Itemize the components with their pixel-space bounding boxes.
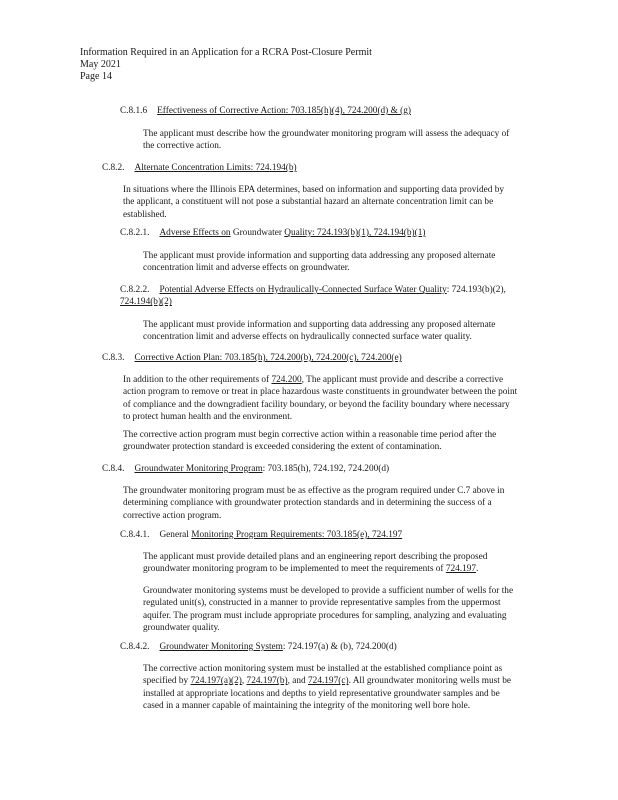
text-line: The groundwater monitoring program must be as effective as the program required under C.7 above in [123, 486, 505, 496]
regulation-link[interactable]: 724.197(c) [308, 676, 349, 687]
header-date: May 2021 [80, 59, 121, 70]
section-title-part: 724.194(b)(2) [120, 297, 172, 308]
section-title-part: General [159, 530, 192, 540]
section-title-part: Adverse Effects on [159, 228, 231, 238]
heading-c816 [120, 105, 411, 117]
text-line: The applicant must provide information and supporting data addressing any proposed alternate [143, 251, 496, 261]
text-line: determining compliance with groundwater protection standards and in determining the success of a [123, 498, 492, 509]
text-line: aquifer. The program must include appropriate procedures for sampling, analyzing and evaluating [143, 610, 507, 621]
text-run: . [476, 564, 479, 575]
text-line: regulated unit(s), constructed in a manner to provide representative samples from the uppermost [143, 598, 501, 609]
heading-c82 [102, 162, 297, 174]
paragraph-c83-2 [123, 429, 496, 454]
section-title: Effectiveness of Corrective Action: 703.185(h)(4), 724.200(d) & (g) [157, 106, 412, 116]
paragraph-c816 [143, 128, 509, 153]
text-line: Groundwater monitoring systems must be developed to provide a sufficient number of wells for the [143, 586, 514, 596]
heading-c822 [120, 284, 506, 309]
text-line: of compliance and the downgradient facility boundary, or beyond the facility boundary where necessary [123, 399, 510, 410]
text-line: the applicant, a constituent will not pose a substantial hazard an alternate concentration limit can be [123, 197, 494, 208]
section-title-part: Potential Adverse Effects on Hydraulically-Connected Surface Water Quality [159, 285, 447, 295]
regulation-link[interactable]: 724.197(a)(2) [190, 676, 242, 687]
section-number: C.8.4.2. [120, 642, 150, 652]
text-line: groundwater protection standard is exceeded considering the extent of contamination. [123, 442, 442, 453]
section-number: C.8.1.6 [120, 106, 148, 116]
heading-c821 [120, 227, 425, 239]
section-title-part: : 724.197(a) & (b), 724.200(d) [282, 642, 397, 652]
text-line: cased in a manner capable of maintaining the integrity of the monitoring well bore hole. [143, 701, 471, 712]
regulation-link[interactable]: 724.197(b) [246, 676, 288, 687]
section-title-part: Quality: 724.193(b)(1), 724.194(b)(1) [284, 228, 426, 238]
text-line: installed at appropriate locations and depths to yield representative groundwater samples and be [143, 688, 500, 699]
paragraph-c821 [143, 250, 495, 275]
section-number: C.8.3. [102, 353, 125, 363]
section-number: C.8.2.2. [120, 285, 150, 295]
regulation-link[interactable]: 724.197 [445, 564, 477, 575]
section-title-part: Groundwater Monitoring Program [134, 464, 263, 474]
text-line: action program to remove or treat in place hazardous waste constituents in groundwater between the point [123, 387, 518, 398]
section-title: Alternate Concentration Limits: 724.194(b) [134, 163, 297, 173]
section-title-part: Groundwater [230, 228, 285, 238]
text-run: In addition to the other requirements of [123, 375, 272, 385]
text-line: groundwater quality. [143, 623, 220, 634]
heading-c84 [102, 463, 389, 475]
text-line: established. [123, 209, 167, 220]
text-line: In situations where the Illinois EPA determines, based on information and supporting data provided by [123, 185, 505, 195]
section-title: Corrective Action Plan: 703.185(h), 724.200(b), 724.200(c), 724.200(e) [134, 353, 402, 363]
text-line: concentration limit and adverse effects on hydraulically connected surface water quality. [143, 332, 472, 343]
regulation-link[interactable]: 724.200 [271, 375, 302, 385]
header-page-number: Page 14 [80, 71, 112, 82]
section-title-part: : 724.193(b)(2), [446, 285, 506, 295]
text-line: The corrective action monitoring system must be installed at the established compliance point as [143, 664, 503, 674]
paragraph-c842 [143, 663, 511, 713]
text-line: The applicant must describe how the groundwater monitoring program will assess the adequacy of [143, 129, 510, 139]
paragraph-c841-2 [143, 585, 513, 635]
text-line: to protect human health and the environment. [123, 412, 293, 423]
section-title-part: : 703.185(h), 724.192, 724.200(d) [262, 464, 390, 474]
page-header [80, 47, 372, 83]
text-line: The corrective action program must begin corrective action within a reasonable time period after the [123, 430, 497, 440]
section-number: C.8.2.1. [120, 228, 150, 238]
text-line: corrective action program. [123, 510, 222, 521]
text-run: , The applicant must provide and describe a corrective [301, 375, 504, 385]
paragraph-c82 [123, 184, 504, 221]
heading-c841 [120, 529, 402, 541]
text-run: , and [287, 676, 309, 687]
paragraph-c841-1 [143, 551, 487, 576]
paragraph-c84 [123, 485, 504, 522]
text-line: concentration limit and adverse effects on groundwater. [143, 263, 350, 274]
paragraph-c83-1 [123, 374, 517, 424]
text-line: The applicant must provide information and supporting data addressing any proposed alternate [143, 320, 496, 330]
heading-c842 [120, 641, 397, 653]
text-run: groundwater monitoring program to be implemented to meet the requirements of [143, 564, 446, 575]
heading-c83 [102, 352, 402, 364]
section-title-part: Groundwater Monitoring System [159, 642, 283, 652]
section-number: C.8.4. [102, 464, 125, 474]
text-line: the corrective action. [143, 141, 222, 152]
section-title-part: Monitoring Program Requirements: 703.185(e), 724.197 [191, 530, 403, 540]
text-line: The applicant must provide detailed plans and an engineering report describing the proposed [143, 552, 488, 562]
text-run: . All groundwater monitoring wells must be [348, 676, 511, 687]
header-title: Information Required in an Application for a RCRA Post-Closure Permit [80, 47, 372, 58]
section-number: C.8.4.1. [120, 530, 150, 540]
text-run: , [241, 676, 247, 687]
paragraph-c822 [143, 319, 495, 344]
text-run: specified by [143, 676, 191, 687]
section-number: C.8.2. [102, 163, 125, 173]
